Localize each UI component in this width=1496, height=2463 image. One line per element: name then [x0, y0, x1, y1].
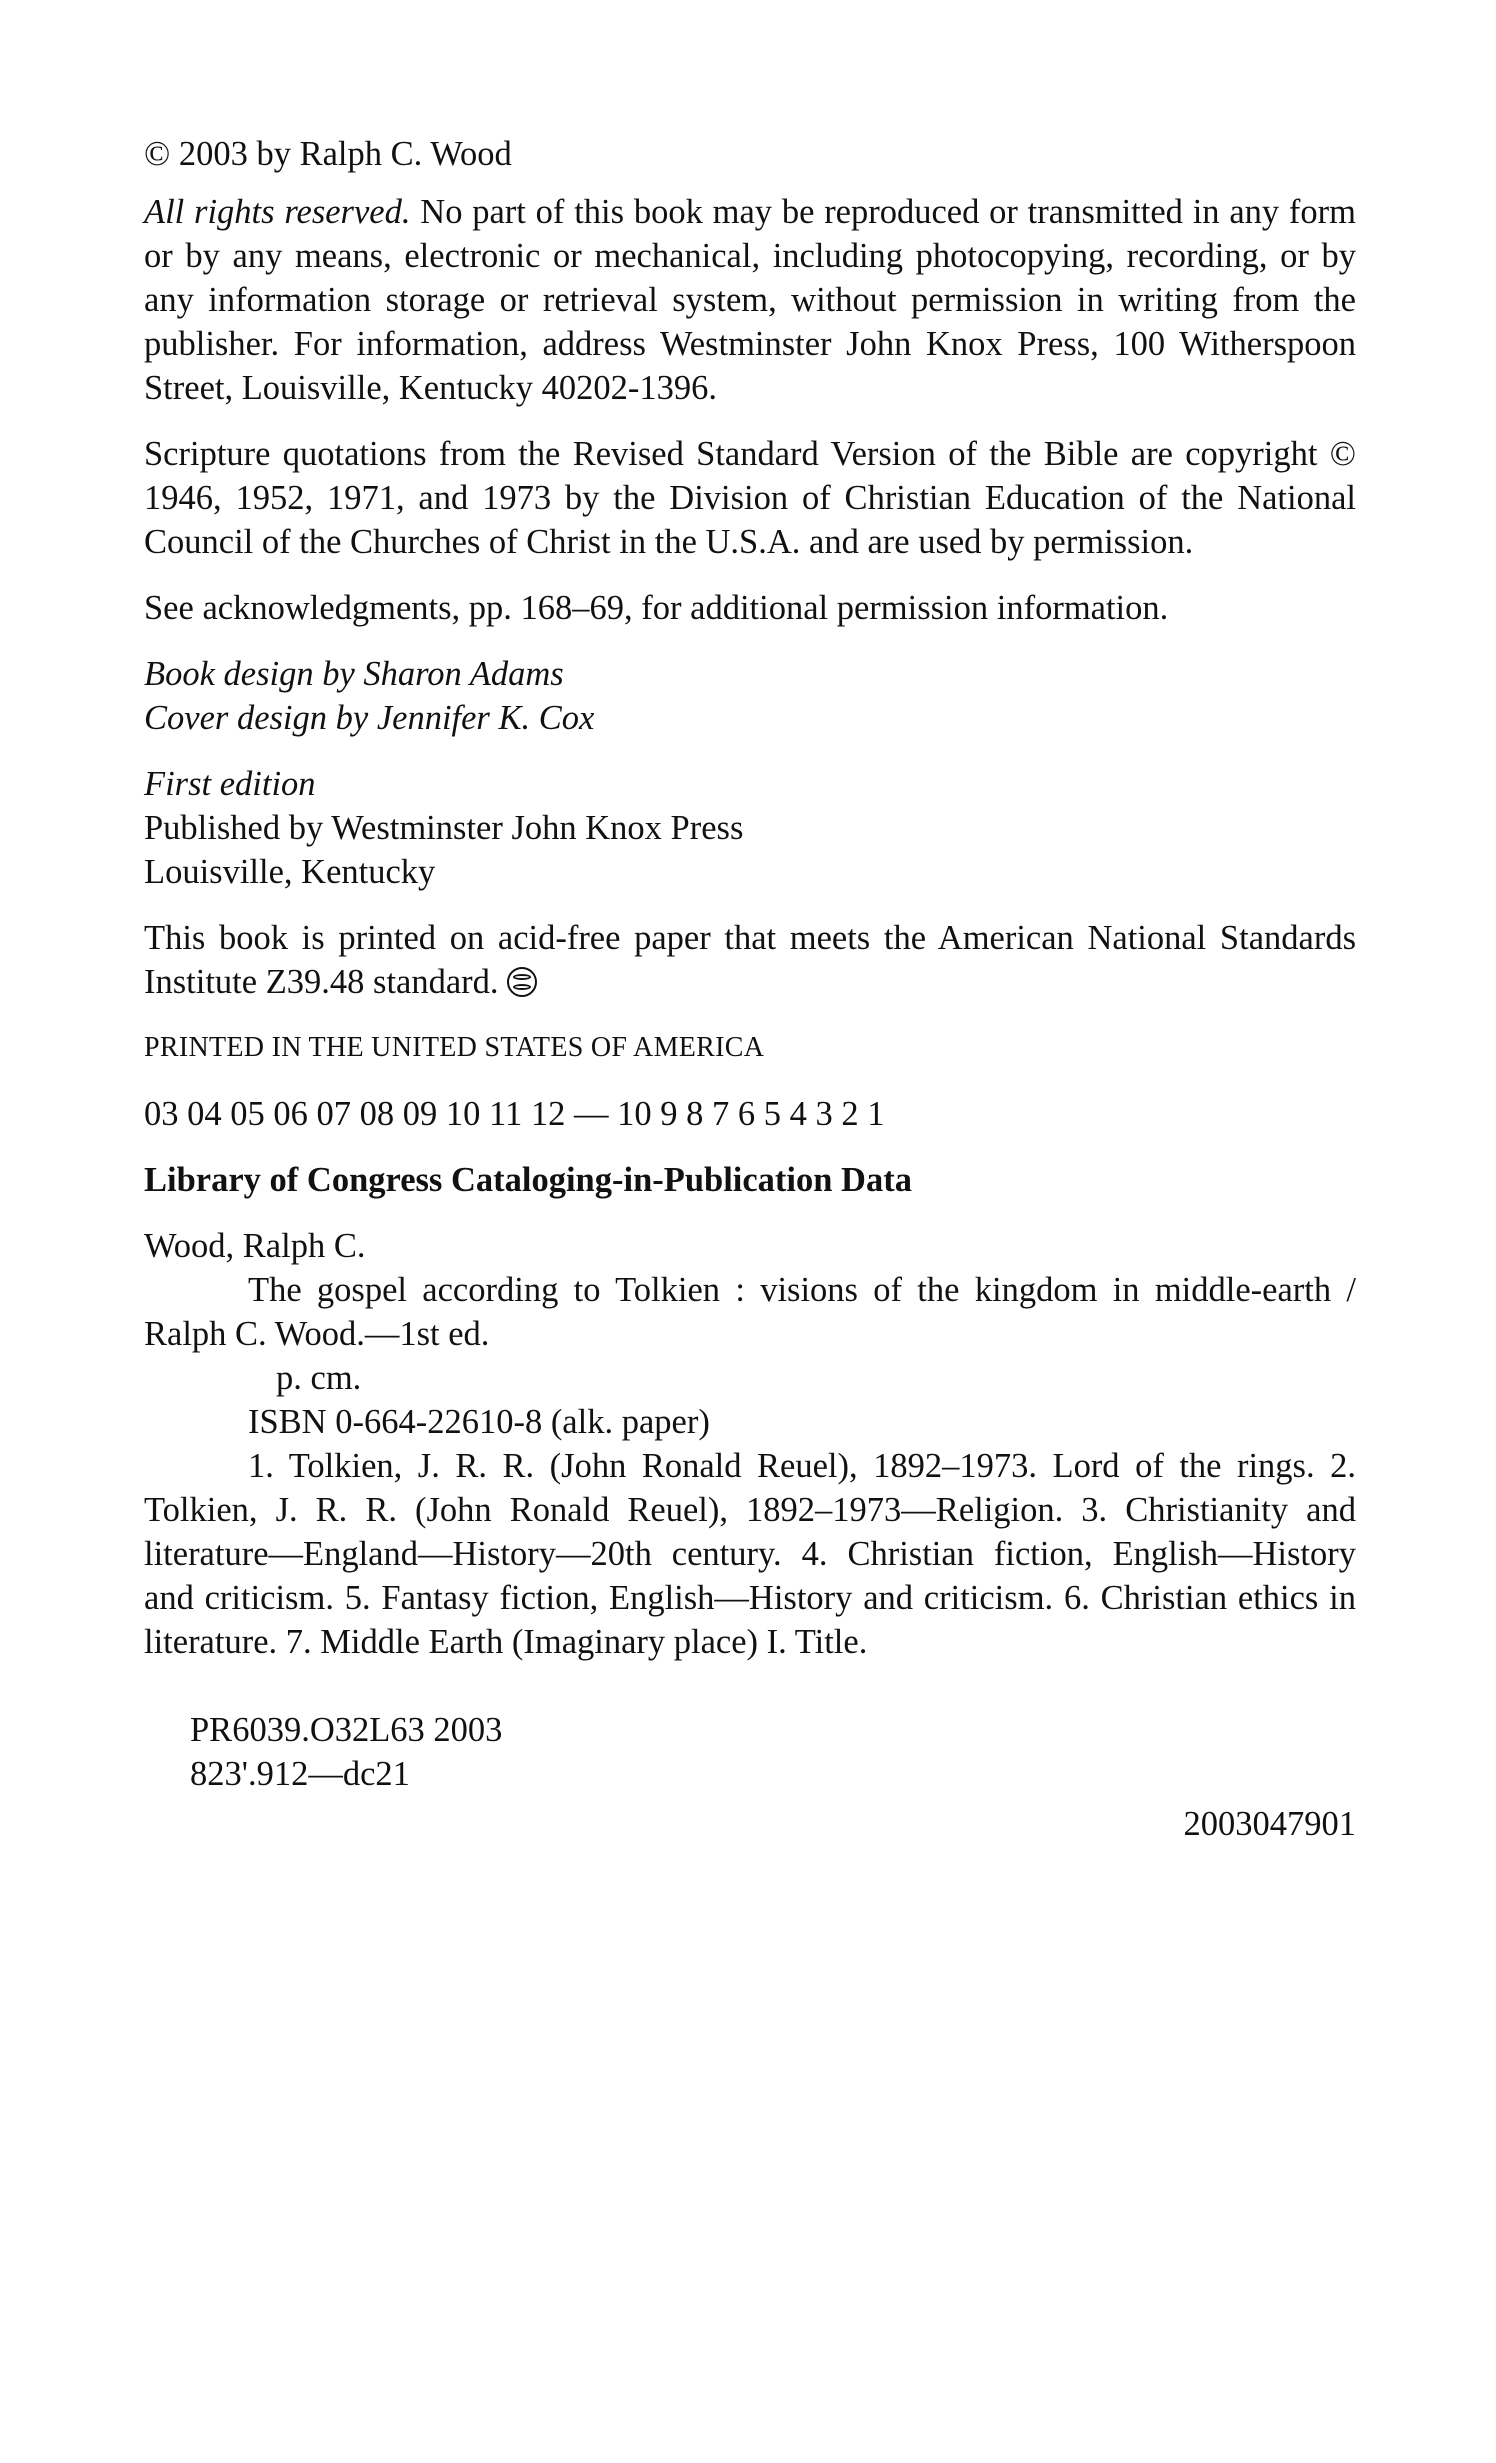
paper-text: This book is printed on acid-free paper that meets the American National Standards Institute Z39.48 standard.	[144, 919, 1356, 1001]
printed-in-line: PRINTED IN THE UNITED STATES OF AMERICA	[144, 1032, 765, 1063]
book-design-credit: Book design by Sharon Adams	[144, 655, 564, 693]
cip-subjects: 1. Tolkien, J. R. R. (John Ronald Reuel), 1892–1973. Lord of the rings. 2. Tolkien, J. R. R. (John Ronald Reuel), 1892–1973—Religion. 3. Christianity and literature—England—History—20th century. 4. Christian fiction, English—History and criticism. 5. Fantasy fiction, English—History and criticism. 6. Christian ethics in literature. 7. Middle Earth (Imaginary place) I. Title.	[144, 1447, 1356, 1661]
recycle-icon	[507, 967, 537, 997]
copyright-page	[144, 132, 1356, 1846]
paper-notice	[144, 916, 1356, 1004]
scripture-notice: Scripture quotations from the Revised Standard Version of the Bible are copyright © 1946, 1952, 1971, and 1973 by the Division of Christian Education of the National Council of the Churches of Christ in the U.S.A. and are used by permission.	[144, 435, 1356, 561]
edition-label: First edition	[144, 765, 316, 803]
cip-record	[144, 1224, 1356, 1846]
cip-heading: Library of Congress Cataloging-in-Publication Data	[144, 1161, 912, 1199]
printing-number-line: 03 04 05 06 07 08 09 10 11 12 — 10 9 8 7 6 5 4 3 2 1	[144, 1095, 885, 1133]
cip-lccn: 2003047901	[1183, 1805, 1356, 1843]
cover-design-credit: Cover design by Jennifer K. Cox	[144, 699, 595, 737]
acknowledgments-note: See acknowledgments, pp. 168–69, for additional permission information.	[144, 589, 1169, 627]
design-credits	[144, 652, 1356, 740]
publisher-line: Published by Westminster John Knox Press	[144, 809, 744, 847]
cip-isbn: ISBN 0-664-22610-8 (alk. paper)	[248, 1403, 710, 1441]
publisher-place: Louisville, Kentucky	[144, 853, 436, 891]
edition-block	[144, 762, 1356, 894]
cip-author: Wood, Ralph C.	[144, 1227, 366, 1265]
cip-title: The gospel according to Tolkien : visions of the kingdom in middle-earth / Ralph C. Wood.—1st ed.	[144, 1271, 1356, 1353]
copyright-notice: © 2003 by Ralph C. Wood	[144, 135, 512, 173]
cip-dewey: 823'.912—dc21	[190, 1755, 410, 1793]
cip-pages: p. cm.	[276, 1359, 362, 1397]
rights-lead: All rights reserved.	[144, 193, 411, 231]
rights-text: No part of this book may be reproduced or transmitted in any form or by any means, electronic or mechanical, including photocopying, recording, or by any information storage or retrieval system, without permission in writing from the publisher. For information, address Westminster John Knox Press, 100 Witherspoon Street, Louisville, Kentucky 40202-1396.	[144, 193, 1356, 407]
cip-lc-class: PR6039.O32L63 2003	[190, 1711, 503, 1749]
cip-call-numbers	[144, 1708, 1356, 1796]
rights-paragraph	[144, 190, 1356, 410]
